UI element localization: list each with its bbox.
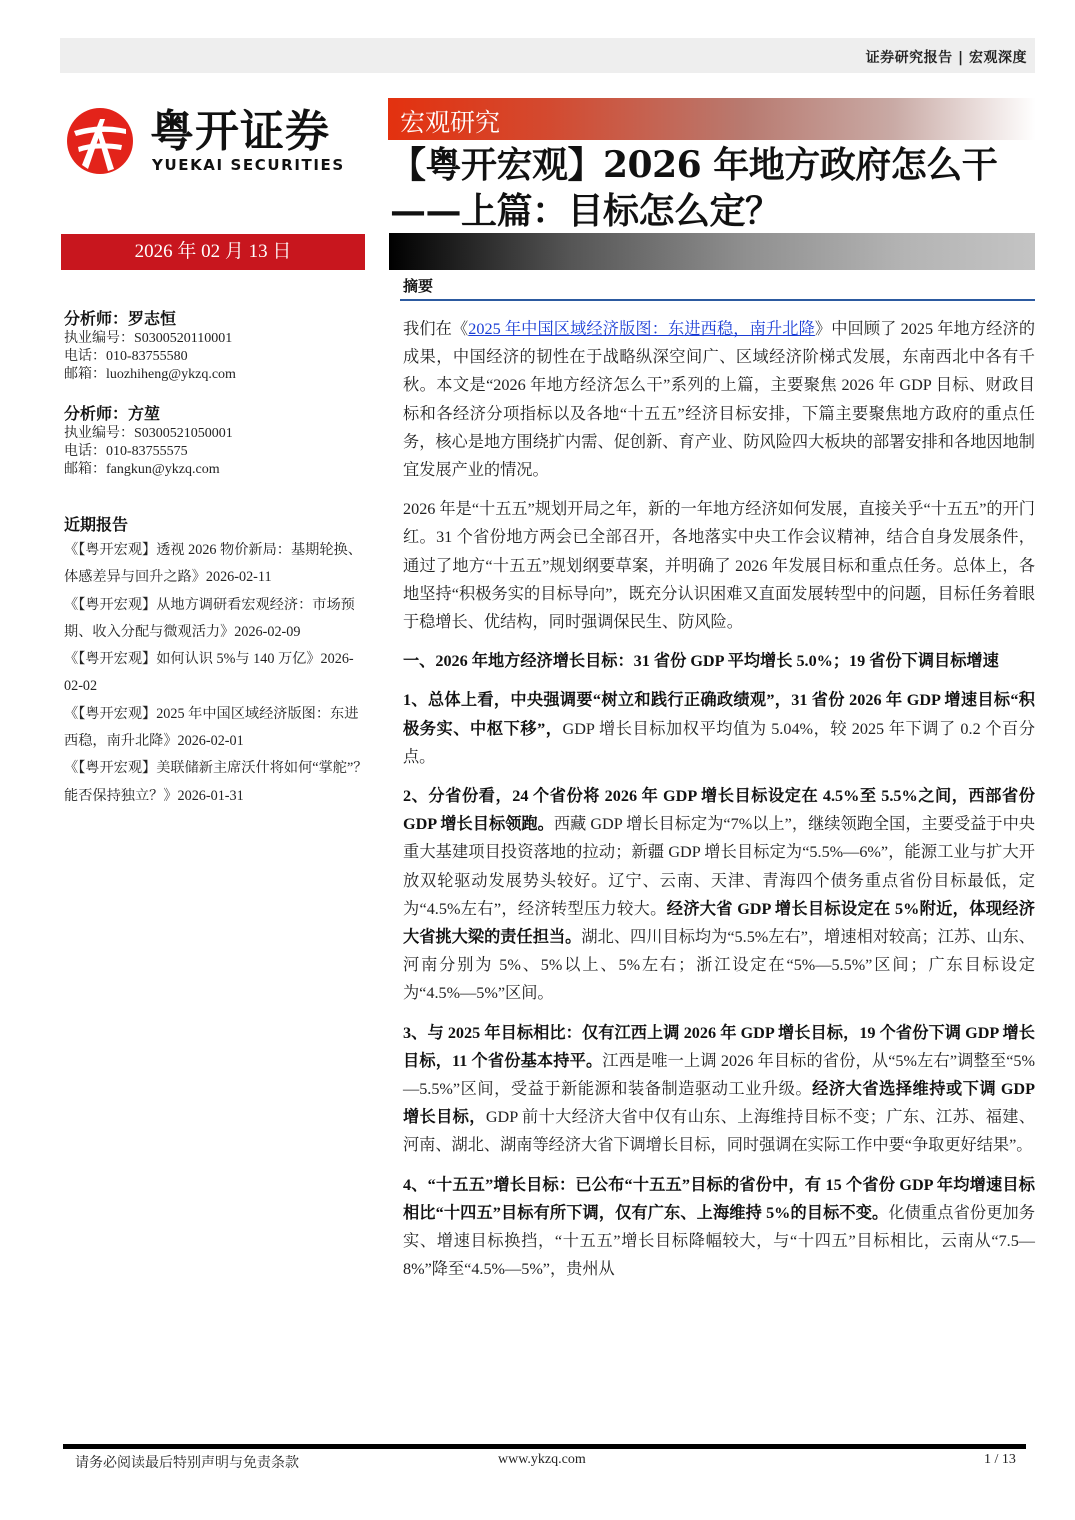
report-type-label: 证券研究报告 | 宏观深度 xyxy=(865,50,1027,66)
point-3-lead: 3、与 2025 年目标相比：仅有江西上调 2026 年 GDP 增长目标，19 个省份下调 GDP 增长目标，11 个省份基本持平。 xyxy=(403,1023,1035,1070)
report-link[interactable]: 2025 年中国区域经济版图：东进西稳，南升北降 xyxy=(468,320,815,338)
point-4-lead: 4、“十五五”增长目标：已公布“十五五”目标的省份中，有 15 个省份 GDP 年均增速目标相比“十四五”目标有所下调，仅有广东、上海维持 5%的目标不变。 xyxy=(403,1175,1035,1222)
report-date: 2026 年 02 月 13 日 xyxy=(61,234,365,270)
point-2-text-2: 湖北、四川目标均为“5.5%左右”，增速相对较高；江苏、山东、河南分别为 5%、5%以上、5%左右；浙江设定在“5%—5.5%”区间；广东目标设定为“4.5%—5%”区间。 xyxy=(403,928,1035,1003)
analyst-name: 分析师：罗志恒 xyxy=(64,309,177,328)
analyst-block-2 xyxy=(64,403,369,479)
point-3-text: 江西是唯一上调 2026 年目标的省份，从“5%左右”调整至“5%—5.5%”区间，受益于新能源和装备制造驱动工业升级。 xyxy=(403,1051,1035,1099)
paragraph-context: 2026 年是“十五五”规划开局之年，新的一年地方经济如何发展，直接关乎“十五五”的开门红。31 个省份地方两会已全部召开，各地落实中央工作会议精神，结合自身发展条件，通过了地方“十五五”规划纲要草案，并明确了 2026 年发展目标和重点任务。总体上，各地坚持“积极务实的目标导向”，既充分认识困难又直面发展转型中的问题，目标任务着眼于稳增长、优结构，同时强调保民生、防风险。 xyxy=(403,500,1035,632)
point-2-text: 西藏 GDP 增长目标定为“7%以上”，继续领跑全国，主要受益于中央重大基建项目投资落地的拉动；新疆 GDP 增长目标定为“5.5%—6%”，能源工业与扩大开放双轮驱动发展势头较好。辽宁、云南、天津、青海四个债务重点省份目标最低，定为“4.5%左右”，经济转型压力较大。 xyxy=(403,815,1035,918)
category-banner xyxy=(388,98,1036,140)
recent-report-item[interactable]: 《【粤开宏观】透视 2026 物价新局：基期轮换、体感差异与回升之路》2026-02-11 xyxy=(64,542,362,586)
decorative-gradient-bar xyxy=(389,233,1035,270)
point-3 xyxy=(403,1019,1035,1160)
recent-report-item[interactable]: 《【粤开宏观】美联储新主席沃什将如何“掌舵”？能否保持独立？》2026-01-31 xyxy=(64,760,368,804)
analyst-license: 执业编号：S0300520110001 xyxy=(64,331,233,346)
point-1-lead: 1、总体上看，中央强调要“树立和践行正确政绩观”，31 省份 2026 年 GDP 增速目标“积极务实、中枢下移”， xyxy=(403,691,1035,738)
title-line-2: ——上篇：目标怎么定？ xyxy=(390,190,781,232)
abstract-heading: 摘要 xyxy=(403,277,434,295)
footer-divider xyxy=(63,1444,1026,1449)
analyst-phone: 电话：010-83755580 xyxy=(64,349,188,364)
abstract-divider xyxy=(400,299,1035,301)
abstract-body xyxy=(403,315,1035,1295)
point-1 xyxy=(403,686,1035,771)
recent-reports xyxy=(64,512,369,810)
point-4-text: 化债重点省份更加务实、增速目标换挡，“十五五”增长目标降幅较大，与“十四五”目标相比，云南从“7.5—8%”降至“4.5%—5%”，贵州从 xyxy=(403,1203,1036,1279)
point-2-lead: 2、分省份看，24 个省份将 2026 年 GDP 增长目标设定在 4.5%至 5.5%之间，西部省份 GDP 增长目标领跑。 xyxy=(403,787,1035,834)
point-2 xyxy=(403,782,1035,1008)
logo-name-en: YUEKAI SECURITIES xyxy=(152,156,345,174)
point-3-lead-2: 经济大省选择维持或下调 GDP 增长目标， xyxy=(403,1080,1035,1127)
text: 我们在《 xyxy=(403,320,469,338)
text: 》中回顾了 2025 年地方经济的成果，中国经济的韧性在于战略纵深空间广、区域经济阶梯式发展，东南西北中各有千秋。本文是“2026 年地方经济怎么干”系列的上篇，主要聚焦 2026 年 GDP 目标、财政目标和各经济分项指标以及各地“十五五”经济目标安排，下篇主要聚焦地方政府的重点任务，核心是地方围绕扩内需、促创新、育产业、防风险四大板块的部署安排和各地因地制宜发展产业的情况。 xyxy=(403,320,1036,480)
analyst-name: 分析师：方堃 xyxy=(64,404,161,423)
footer-website[interactable]: www.ykzq.com xyxy=(498,1452,586,1467)
recent-report-item[interactable]: 《【粤开宏观】如何认识 5%与 140 万亿》2026-02-02 xyxy=(64,651,354,695)
analyst-block-1 xyxy=(64,308,369,384)
recent-report-item[interactable]: 《【粤开宏观】从地方调研看宏观经济：市场预期、收入分配与微观活力》2026-02-09 xyxy=(64,596,355,640)
header-bar xyxy=(60,38,1035,73)
logo-name-cn: 粤开证券 xyxy=(150,106,330,157)
analyst-email[interactable]: 邮箱：luozhiheng@ykzq.com xyxy=(64,367,236,382)
analyst-email[interactable]: 邮箱：fangkun@ykzq.com xyxy=(64,462,220,477)
recent-reports-list xyxy=(64,537,369,810)
recent-report-item[interactable]: 《【粤开宏观】2025 年中国区域经济版图：东进西稳，南升北降》2026-02-01 xyxy=(64,705,359,750)
title-line-1: 【粤开宏观】2026 年地方政府怎么干 xyxy=(390,144,998,186)
point-1-text: GDP 增长目标加权平均值为 5.04%，较 2025 年下调了 0.2 个百分点。 xyxy=(403,719,1036,766)
point-3-text-2: GDP 前十大经济大省中仅有山东、上海维持目标不变；广东、江苏、福建、河南、湖北、湖南等经济大省下调增长目标，同时强调在实际工作中要“争取更好结果”。 xyxy=(403,1108,1036,1155)
point-2-lead-2: 经济大省 GDP 增长目标设定在 5%附近，体现经济大省挑大梁的责任担当。 xyxy=(403,899,1035,947)
analyst-license: 执业编号：S0300521050001 xyxy=(64,426,233,441)
analyst-phone: 电话：010-83755575 xyxy=(64,444,188,459)
footer-disclaimer: 请务必阅读最后特别声明与免责条款 xyxy=(75,1456,299,1471)
report-title xyxy=(390,142,1040,234)
logo-icon xyxy=(66,107,134,175)
page-number: 1 / 13 xyxy=(984,1452,1016,1467)
category-label: 宏观研究 xyxy=(400,108,501,137)
recent-reports-heading: 近期报告 xyxy=(64,515,129,534)
section-heading: 一、2026 年地方经济增长目标：31 省份 GDP 平均增长 5.0%；19 省份下调目标增速 xyxy=(403,652,999,671)
point-4 xyxy=(403,1171,1035,1284)
paragraph-intro xyxy=(403,315,1035,484)
